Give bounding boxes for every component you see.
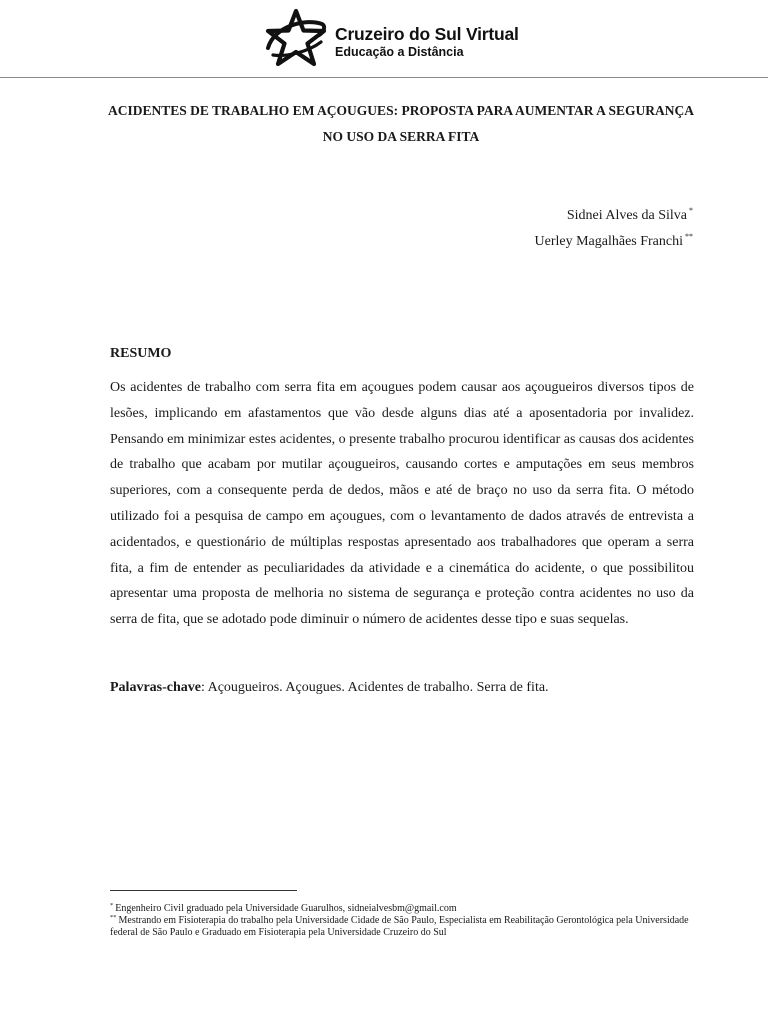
brand-subtitle: Educação a Distância xyxy=(335,45,464,59)
keywords-text: : Açougueiros. Açougues. Acidentes de trabalho. Serra de fita. xyxy=(200,680,549,695)
footnote-text: Mestrando em Fisioterapia do trabalho pela Universidade Cidade de São Paulo, Especialista em Reabilitação Gerontológica pela Universidade federal de São Paulo e Graduado em Fisioterapia pela Universidade Cruzeiro do Sul xyxy=(110,915,689,938)
keywords-label: Palavras-chave xyxy=(110,680,201,695)
footnote-2 xyxy=(110,912,710,939)
author-footnote-mark: * xyxy=(689,206,693,215)
abstract-text: Os acidentes de trabalho com serra fita em açougues podem causar aos açougueiros diversos tipos de lesões, implicando em afastamentos que vão desde alguns dias até a aposentadoria por invalidez. Pensando em minimizar estes acidentes, o presente trabalho procurou identificar as causas dos acidentes de trabalho que acabam por mutilar açougueiros, causando cortes e amputações em seus membros superiores, com a consequente perda de dedos, mãos e até de braço no uso da serra fita. O método utilizado foi a pesquisa de campo em açougues, com o levantamento de dados através de entrevista a acidentados, e questionário de múltiplas respostas apresentado aos trabalhadores que operam a serra fita, a fim de entender as peculiaridades da atividade e a cinemática do acidente, o que possibilitou apresentar uma proposta de melhoria no sistema de segurança e proteção contra acidentes no uso da serra de fita, que se adotado pode diminuir o número de acidentes desse tipo e suas sequelas. xyxy=(110,380,694,628)
brand-logo xyxy=(264,8,519,70)
star-orbit-icon xyxy=(264,8,328,70)
header-divider xyxy=(0,77,768,78)
footnote-mark: ** xyxy=(110,914,117,921)
footnote-divider xyxy=(110,890,297,891)
brand-name: Cruzeiro do Sul Virtual xyxy=(335,24,519,44)
author-name: Uerley Magalhães Franchi xyxy=(534,234,683,249)
footnote-text: Engenheiro Civil graduado pela Universidade Guarulhos, sidneialvesbm@gmail.com xyxy=(115,903,457,914)
keywords xyxy=(110,680,549,696)
author-1 xyxy=(567,206,693,224)
author-footnote-mark: ** xyxy=(685,232,693,241)
page-header xyxy=(0,0,768,78)
footnote-mark: * xyxy=(110,902,114,909)
author-name: Sidnei Alves da Silva xyxy=(566,208,687,223)
author-2 xyxy=(535,232,694,250)
abstract-heading: RESUMO xyxy=(110,346,172,361)
paper-title: ACIDENTES DE TRABALHO EM AÇOUGUES: PROPOSTA PARA AUMENTAR A SEGURANÇA NO USO DA SERRA FITA xyxy=(108,103,694,144)
